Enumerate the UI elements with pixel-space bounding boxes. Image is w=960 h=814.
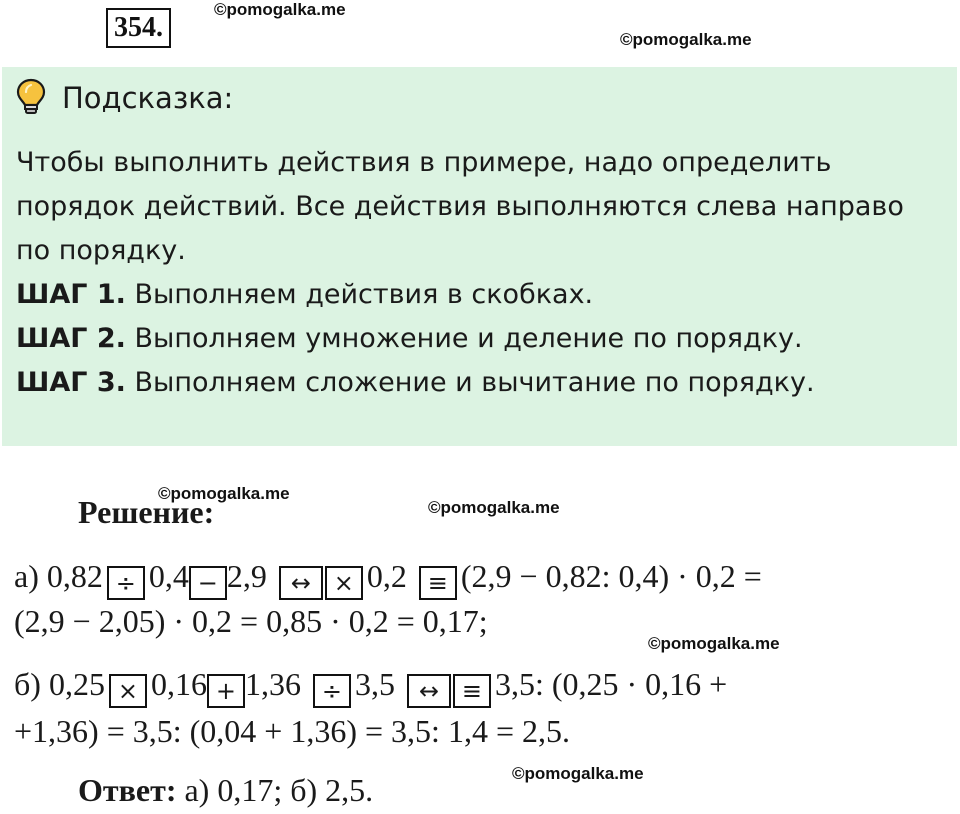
hint-text-line: Чтобы выполнить действия в примере, надо определить (16, 147, 832, 178)
math-text: а) 0,82 (14, 558, 103, 594)
multiply-key-icon: × (325, 566, 363, 600)
watermark: ©pomogalka.me (512, 764, 644, 783)
divide-key-icon: ÷ (313, 674, 351, 708)
watermark: ©pomogalka.me (214, 0, 346, 19)
watermark: ©pomogalka.me (158, 484, 290, 503)
step-label: ШАГ 3. (16, 367, 126, 398)
swap-key-icon: ↔ (279, 566, 323, 600)
math-text: б) 0,25 (14, 666, 105, 702)
hint-title: Подсказка: (62, 81, 234, 115)
answer-label: Ответ: (78, 772, 177, 808)
hint-step-1 (16, 273, 593, 317)
math-text: 2,9 (226, 558, 267, 594)
math-text: 0,4 (148, 558, 189, 594)
solution-b-line-2: +1,36) = 3,5: (0,04 + 1,36) = 3,5: 1,4 = 2,5. (14, 713, 570, 749)
watermark: ©pomogalka.me (648, 634, 780, 653)
math-text: (2,9 − 0,82: 0,4) · 0,2 = (460, 558, 762, 594)
hint-text-line: по порядку. (16, 235, 186, 266)
step-label: ШАГ 2. (16, 323, 126, 354)
step-text: Выполняем сложение и вычитание по порядку. (125, 367, 815, 398)
solution-a-line-2: (2,9 − 2,05) · 0,2 = 0,85 · 0,2 = 0,17; (14, 603, 488, 639)
math-text: 0,16 (150, 666, 207, 702)
step-text: Выполняем умножение и деление по порядку. (125, 323, 803, 354)
equals-key-icon: ≡ (419, 566, 457, 600)
step-label: ШАГ 1. (16, 279, 126, 310)
task-number: 354. (106, 8, 171, 48)
math-text: 1,36 (244, 666, 301, 702)
solution-title: Решение: (78, 494, 215, 530)
hint-text-line: порядок действий. Все действия выполняются слева направо (16, 191, 904, 222)
lightbulb-icon (16, 78, 46, 116)
step-text: Выполняем действия в скобках. (125, 279, 594, 310)
answer (78, 766, 373, 814)
solution-b-line-1 (14, 660, 727, 708)
equals-key-icon: ≡ (453, 674, 491, 708)
swap-key-icon: ↔ (407, 674, 451, 708)
math-text: 3,5 (354, 666, 395, 702)
watermark: ©pomogalka.me (620, 30, 752, 49)
hint-step-2 (16, 317, 803, 361)
minus-key-icon: − (189, 566, 227, 600)
watermark: ©pomogalka.me (428, 498, 560, 517)
multiply-key-icon: × (109, 674, 147, 708)
hint-step-3 (16, 361, 815, 405)
solution-a-line-1 (14, 552, 762, 600)
plus-key-icon: + (207, 674, 245, 708)
divide-key-icon: ÷ (107, 566, 145, 600)
math-text: 0,2 (366, 558, 407, 594)
math-text: 3,5: (0,25 · 0,16 + (494, 666, 728, 702)
answer-text: а) 0,17; б) 2,5. (176, 772, 374, 808)
